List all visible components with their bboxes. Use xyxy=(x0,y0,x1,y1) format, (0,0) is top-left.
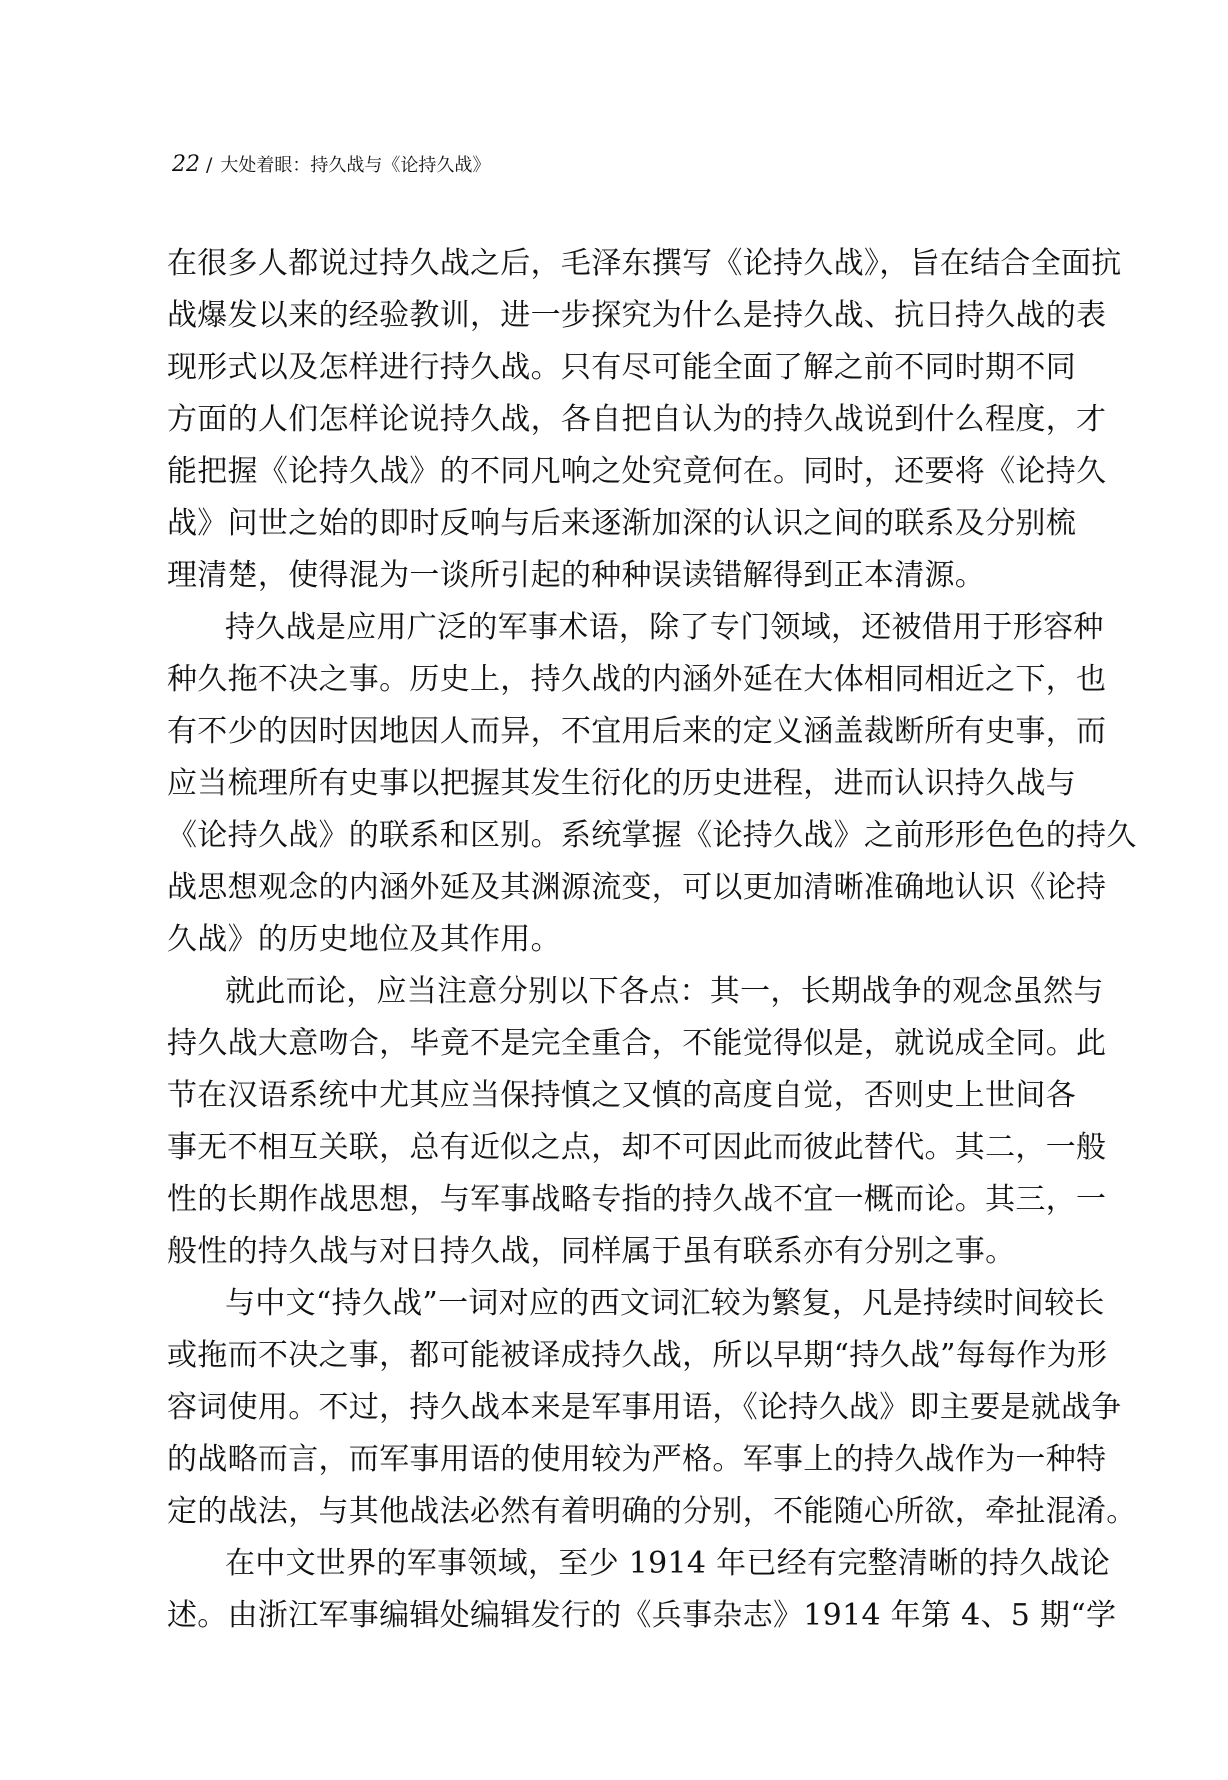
text-line: 战思想观念的内涵外延及其渊源流变，可以更加清晰准确地认识《论持 xyxy=(167,870,1107,905)
text-line: 有不少的因时因地因人而异，不宜用后来的定义涵盖裁断所有史事，而 xyxy=(167,714,1107,749)
text-line: 战爆发以来的经验教训，进一步探究为什么是持久战、抗日持久战的表 xyxy=(167,298,1107,333)
text-line: 般性的持久战与对日持久战，同样属于虽有联系亦有分别之事。 xyxy=(167,1234,1016,1269)
text-line: 持久战是应用广泛的军事术语，除了专门领域，还被借用于形容种 xyxy=(225,610,1104,645)
text-line: 能把握《论持久战》的不同凡响之处究竟何在。同时，还要将《论持久 xyxy=(167,454,1107,489)
running-head xyxy=(172,152,490,179)
text-line: 定的战法，与其他战法必然有着明确的分别，不能随心所欲，牵扯混淆。 xyxy=(167,1494,1137,1529)
text-line: 在很多人都说过持久战之后，毛泽东撰写《论持久战》，旨在结合全面抗 xyxy=(167,246,1122,281)
text-line: 的战略而言，而军事用语的使用较为严格。军事上的持久战作为一种特 xyxy=(167,1442,1107,1477)
text-line: 方面的人们怎样论说持久战，各自把自认为的持久战说到什么程度，才 xyxy=(167,402,1107,437)
running-head-title: 大处着眼：持久战与《论持久战》 xyxy=(220,155,491,176)
text-line: 战》问世之始的即时反响与后来逐渐加深的认识之间的联系及分别梳 xyxy=(167,506,1076,541)
text-line: 述。由浙江军事编辑处编辑发行的《兵事杂志》1914 年第 4、5 期“学 xyxy=(167,1598,1117,1633)
text-line: 《论持久战》的联系和区别。系统掌握《论持久战》之前形形色色的持久 xyxy=(167,818,1137,853)
text-line: 在中文世界的军事领域，至少 1914 年已经有完整清晰的持久战论 xyxy=(225,1546,1111,1581)
text-line: 节在汉语系统中尤其应当保持慎之又慎的高度自觉，否则史上世间各 xyxy=(167,1078,1076,1113)
text-line: 事无不相互关联，总有近似之点，却不可因此而彼此替代。其二，一般 xyxy=(167,1130,1107,1165)
text-line: 就此而论，应当注意分别以下各点：其一，长期战争的观念虽然与 xyxy=(225,974,1104,1009)
body-text xyxy=(167,238,1137,1642)
text-line: 久战》的历史地位及其作用。 xyxy=(167,922,561,957)
text-line: 理清楚，使得混为一谈所引起的种种误读错解得到正本清源。 xyxy=(167,558,986,593)
text-line: 性的长期作战思想，与军事战略专指的持久战不宜一概而论。其三，一 xyxy=(167,1182,1107,1217)
text-line: 与中文“持久战”一词对应的西文词汇较为繁复，凡是持续时间较长 xyxy=(225,1286,1105,1321)
text-line: 持久战大意吻合，毕竟不是完全重合，不能觉得似是，就说成全同。此 xyxy=(167,1026,1107,1061)
header-separator: / xyxy=(206,154,213,176)
text-line: 或拖而不决之事，都可能被译成持久战，所以早期“持久战”每每作为形 xyxy=(167,1338,1108,1373)
text-line: 现形式以及怎样进行持久战。只有尽可能全面了解之前不同时期不同 xyxy=(167,350,1076,385)
text-line: 应当梳理所有史事以把握其发生衍化的历史进程，进而认识持久战与 xyxy=(167,766,1076,801)
text-line: 容词使用。不过，持久战本来是军事用语，《论持久战》即主要是就战争 xyxy=(167,1390,1122,1425)
text-line: 种久拖不决之事。历史上，持久战的内涵外延在大体相同相近之下，也 xyxy=(167,662,1107,697)
page-number: 22 xyxy=(172,152,200,177)
